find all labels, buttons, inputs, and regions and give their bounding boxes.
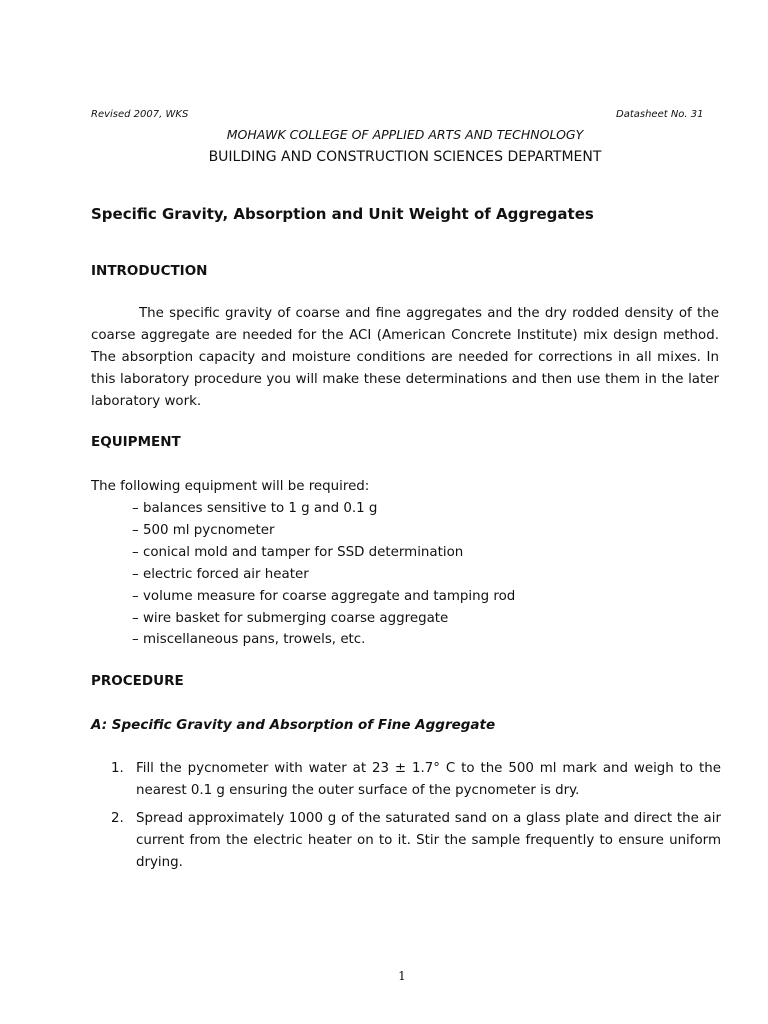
procedure-steps: [111, 758, 721, 880]
equipment-item: – conical mold and tamper for SSD determination: [132, 544, 464, 560]
department-name: BUILDING AND CONSTRUCTION SCIENCES DEPARTMENT: [208, 149, 602, 165]
procedure-step: [111, 808, 721, 874]
page-number: 1: [398, 969, 406, 983]
procedure-step: [111, 758, 721, 802]
equipment-item: – electric forced air heater: [132, 566, 309, 582]
college-name: MOHAWK COLLEGE OF APPLIED ARTS AND TECHNOLOGY: [226, 127, 584, 142]
equipment-heading: EQUIPMENT: [91, 434, 181, 450]
procedure-heading: PROCEDURE: [91, 673, 184, 689]
datasheet-number: Datasheet No. 31: [616, 109, 704, 120]
equipment-item: – wire basket for submerging coarse aggregate: [132, 610, 449, 626]
equipment-list: [132, 498, 515, 651]
revision-note: Revised 2007, WKS: [91, 109, 189, 120]
equipment-item: – volume measure for coarse aggregate and tamping rod: [132, 588, 516, 604]
equipment-item: – miscellaneous pans, trowels, etc.: [132, 632, 366, 648]
procedure-subheading: A: Specific Gravity and Absorption of Fine Aggregate: [91, 717, 496, 733]
equipment-intro: The following equipment will be required:: [91, 479, 370, 494]
step-number: 1.: [111, 761, 124, 776]
step-number: 2.: [111, 811, 124, 826]
step-text: Fill the pycnometer with water at 23 ± 1.7° C to the 500 ml mark and weigh to the nearest 0.1 g ensuring the outer surface of the pycnometer is dry.: [136, 761, 721, 798]
equipment-item: – balances sensitive to 1 g and 0.1 g: [132, 501, 378, 516]
equipment-item: – 500 ml pycnometer: [132, 522, 275, 538]
introduction-heading: INTRODUCTION: [91, 263, 208, 279]
introduction-paragraph: The specific gravity of coarse and fine aggregates and the dry rodded density of the coarse aggregate are needed for the ACI (American Concrete Institute) mix design method. The absorption capacity and moisture conditions are needed for corrections in all mixes. In this laboratory procedure you will make these determinations and then use them in the later laboratory work.: [91, 306, 719, 409]
document-title: Specific Gravity, Absorption and Unit Weight of Aggregates: [91, 205, 594, 223]
step-text: Spread approximately 1000 g of the saturated sand on a glass plate and direct the air current from the electric heater on to it. Stir the sample frequently to ensure uniform drying.: [136, 811, 721, 870]
